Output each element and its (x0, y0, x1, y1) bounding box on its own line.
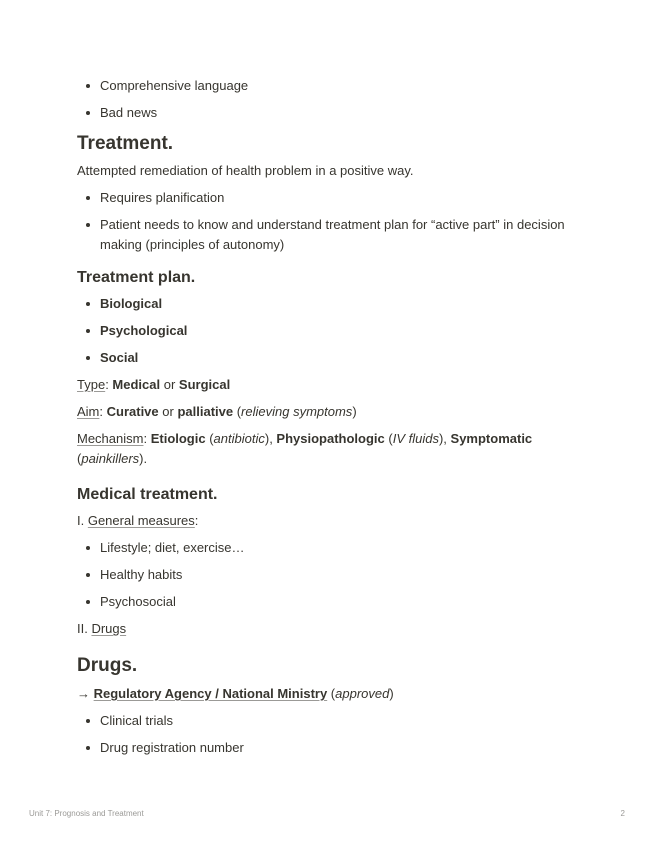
plan-psychological: Psychological (100, 323, 188, 338)
type-label: Type (77, 377, 106, 392)
aim-note: relieving symptoms (241, 404, 353, 419)
drugs-heading: Drugs. (77, 655, 138, 676)
separator: : (99, 404, 107, 419)
treatment-heading: Treatment. (77, 133, 174, 154)
symptomatic-note: painkillers (81, 451, 140, 466)
approved-note: approved (335, 686, 390, 701)
paren-close: ). (139, 451, 148, 466)
list-item: Lifestyle; diet, exercise… (100, 538, 567, 558)
aim-palliative: palliative (177, 404, 234, 419)
list-item: Requires planification (100, 188, 567, 208)
list-item: Bad news (100, 103, 567, 123)
list-item: Patient needs to know and understand treatment plan for “active part” in decision making (principles of autonomy) (100, 215, 567, 255)
separator: : (143, 431, 151, 446)
page-content (77, 76, 567, 765)
treatment-bullet-list (77, 188, 567, 255)
drugs-line (77, 619, 567, 639)
or-text: or (158, 404, 178, 419)
general-measures-line (77, 511, 567, 531)
general-measures-list (77, 538, 567, 612)
regulatory-agency: Regulatory Agency / National Ministry (93, 686, 328, 701)
paren-open: ( (327, 686, 336, 701)
separator: : (105, 377, 113, 392)
etiologic-note: antibiotic (213, 431, 265, 446)
paren-open: ( (77, 451, 82, 466)
plan-social: Social (100, 350, 139, 365)
regulatory-line (77, 684, 567, 704)
aim-line (77, 402, 567, 422)
mechanism-physiopathologic: Physiopathologic (276, 431, 385, 446)
paren-open: ( (205, 431, 214, 446)
mechanism-symptomatic: Symptomatic (450, 431, 533, 446)
drugs-label: Drugs (91, 621, 127, 636)
medical-treatment-heading: Medical treatment. (77, 486, 218, 503)
treatment-plan-list (77, 294, 567, 368)
numeral-prefix: II. (77, 621, 92, 636)
plan-biological: Biological (100, 296, 163, 311)
page-footer (29, 808, 625, 820)
colon: : (194, 513, 199, 528)
list-item: Clinical trials (100, 711, 567, 731)
list-item: Psychosocial (100, 592, 567, 612)
treatment-plan-heading: Treatment plan. (77, 269, 196, 286)
or-text: or (160, 377, 179, 392)
numeral-prefix: I. (77, 513, 88, 528)
aim-curative: Curative (106, 404, 159, 419)
page-number: 2 (620, 809, 625, 818)
list-item (100, 321, 567, 341)
arrow-icon: → (77, 686, 94, 701)
mechanism-label: Mechanism (77, 431, 144, 446)
mechanism-etiologic: Etiologic (150, 431, 206, 446)
type-line (77, 375, 567, 395)
paren-close: ) (389, 686, 394, 701)
paren-close: ), (438, 431, 451, 446)
paren-open: ( (233, 404, 242, 419)
list-item (100, 348, 567, 368)
type-surgical: Surgical (178, 377, 231, 392)
physiopathologic-note: IV fluids (392, 431, 439, 446)
paren-open: ( (384, 431, 393, 446)
footer-title: Unit 7: Prognosis and Treatment (29, 809, 144, 818)
list-item: Comprehensive language (100, 76, 567, 96)
paren-close: ) (352, 404, 357, 419)
type-medical: Medical (112, 377, 161, 392)
list-item: Drug registration number (100, 738, 567, 758)
general-measures-label: General measures (87, 513, 195, 528)
paren-close: ), (264, 431, 277, 446)
drugs-bullet-list (77, 711, 567, 758)
treatment-description: Attempted remediation of health problem in a positive way. (77, 163, 414, 178)
mechanism-line (77, 429, 567, 469)
top-bullet-list (77, 76, 567, 123)
aim-label: Aim (77, 404, 100, 419)
list-item (100, 294, 567, 314)
list-item: Healthy habits (100, 565, 567, 585)
